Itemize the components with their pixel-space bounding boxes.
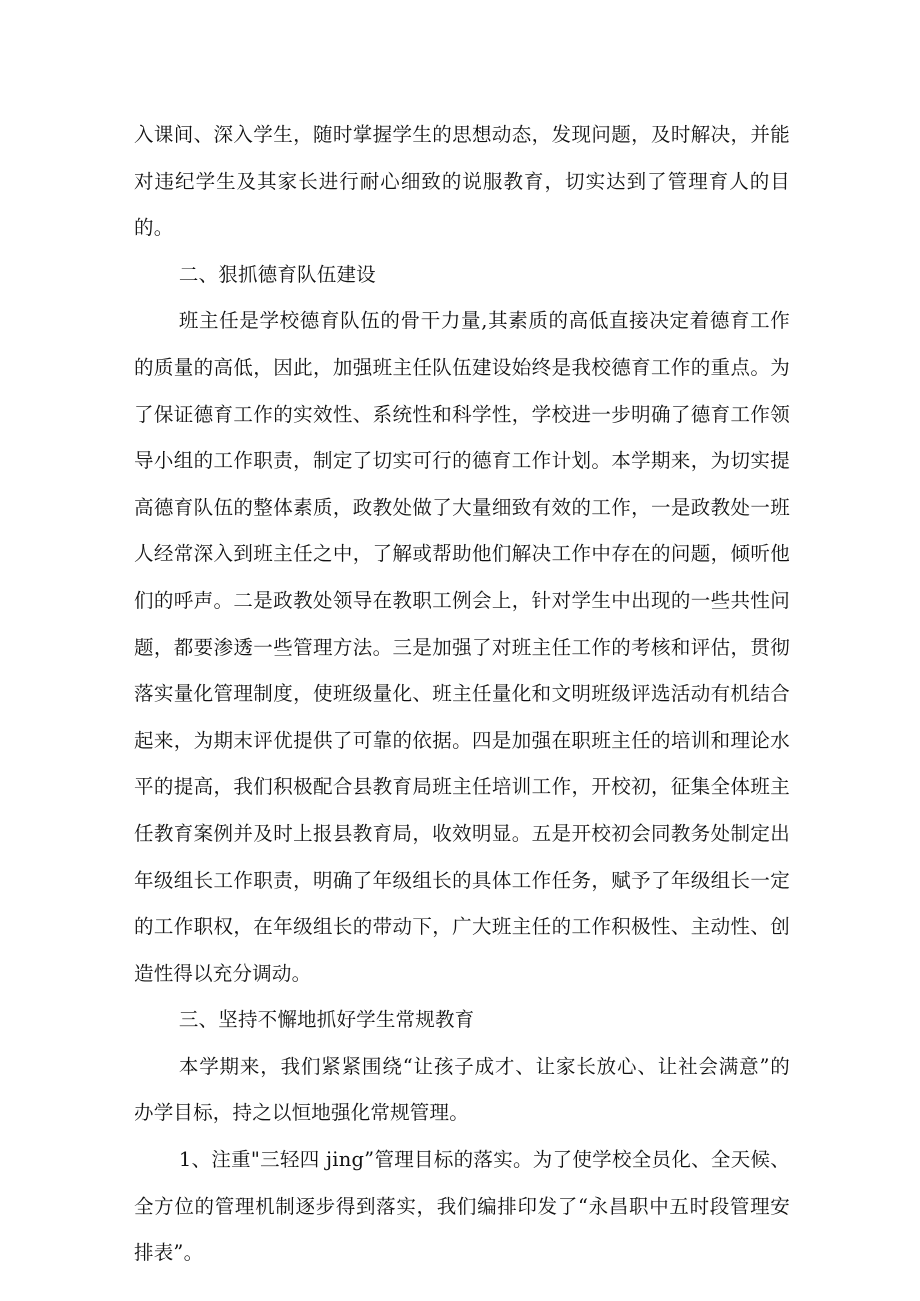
document-body xyxy=(134,112,790,1277)
section-heading-2: 二、狠抓德育队伍建设 xyxy=(178,262,376,286)
section-heading-3: 三、坚持不懈地抓好学生常规教育 xyxy=(178,1008,475,1032)
paragraph-continuation: 入课间、深入学生，随时掌握学生的思想动态，发现问题，及时解决，并能对违纪学生及其家长进行耐心细致的说服教育，切实达到了管理育人的目的。 xyxy=(134,123,790,240)
paragraph-body: 本学期来，我们紧紧围绕“让孩子成才、让家长放心、让社会满意”的办学目标，持之以恒地强化常规管理。 xyxy=(134,1054,790,1125)
paragraph-body: 班主任是学校德育队伍的骨干力量,其素质的高低直接决定着德育工作的质量的高低，因此，加强班主任队伍建设始终是我校德育工作的重点。为了保证德育工作的实效性、系统性和科学性，学校进一步明确了德育工作领导小组的工作职责，制定了切实可行的德育工作计划。本学期来，为切实提高德育队伍的整体素质，政教处做了大量细致有效的工作，一是政教处一班人经常深入到班主任之中，了解或帮助他们解决工作中存在的问题，倾听他们的呼声。二是政教处领导在教职工例会上，针对学生中出现的一些共性问题，都要渗透一些管理方法。三是加强了对班主任工作的考核和评估，贯彻落实量化管理制度，使班级量化、班主任量化和文明班级评选活动有机结合起来，为期末评优提供了可靠的依据。四是加强在职班主任的培训和理论水平的提高，我们积极配合县教育局班主任培训工作，开校初，征集全体班主任教育案例并及时上报县教育局，收效明显。五是开校初会同教务处制定出年级组长工作职责，明确了年级组长的具体工作任务，赋予了年级组长一定的工作职权，在年级组长的带动下，广大班主任的工作积极性、主动性、创造性得以充分调动。 xyxy=(134,309,790,985)
paragraph-body: 1、注重"三轻四 jing”管理目标的落实。为了使学校全员化、全天候、全方位的管理机制逐步得到落实，我们编排印发了“永昌职中五时段管理安排表”。 xyxy=(134,1148,790,1265)
